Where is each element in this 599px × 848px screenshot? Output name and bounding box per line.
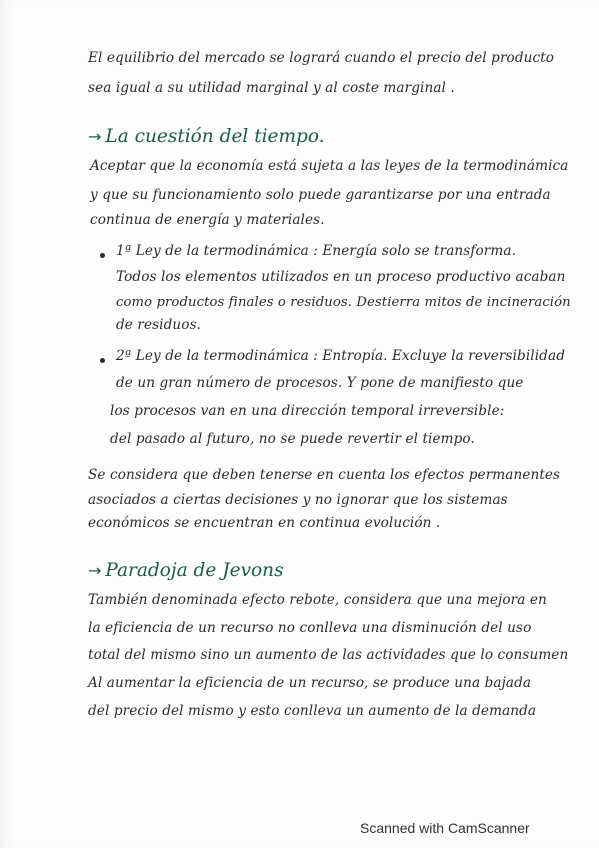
- text-line: sea igual a su utilidad marginal y al coste marginal .: [88, 80, 455, 96]
- text-line: continua de energía y materiales.: [90, 212, 325, 228]
- text-line: y que su funcionamiento solo puede garantizarse por una entrada: [90, 187, 551, 203]
- text-line: 2ª Ley de la termodinámica : Entropía. Excluye la reversibilidad: [116, 348, 565, 364]
- text-line: de un gran número de procesos. Y pone de manifiesto que: [116, 375, 524, 391]
- arrow-icon: →: [88, 561, 102, 580]
- arrow-icon: →: [88, 127, 102, 146]
- text-line: Aceptar que la economía está sujeta a las leyes de la termodinámica: [90, 158, 569, 174]
- text-line: como productos finales o residuos. Destierra mitos de incineración: [116, 295, 571, 310]
- section-heading-text: Paradoja de Jevons: [105, 560, 284, 581]
- text-line: los procesos van en una dirección temporal irreversible:: [110, 403, 505, 419]
- section-heading-jevons: [88, 560, 284, 581]
- text-line: Se considera que deben tenerse en cuenta los efectos permanentes: [88, 467, 561, 483]
- text-line: de residuos.: [116, 317, 202, 333]
- text-line: También denominada efecto rebote, considera que una mejora en: [88, 592, 547, 608]
- text-line: económicos se encuentran en continua evolución .: [88, 515, 441, 531]
- bullet-dot: [100, 358, 105, 363]
- text-line: del precio del mismo y esto conlleva un aumento de la demanda: [88, 703, 537, 719]
- text-line: la eficiencia de un recurso no conlleva una disminución del uso: [88, 620, 532, 636]
- text-line: Al aumentar la eficiencia de un recurso, se produce una bajada: [88, 675, 532, 691]
- text-line: del pasado al futuro, no se puede revertir el tiempo.: [110, 431, 475, 447]
- text-line: 1ª Ley de la termodinámica : Energía solo se transforma.: [116, 243, 516, 259]
- bullet-dot: [100, 253, 105, 258]
- section-heading-text: La cuestión del tiempo.: [105, 126, 325, 147]
- section-heading-tiempo: [88, 126, 325, 147]
- text-line: asociados a ciertas decisiones y no ignorar que los sistemas: [88, 492, 508, 508]
- text-line: total del mismo sino un aumento de las actividades que lo consumen: [88, 647, 569, 663]
- text-line: El equilibrio del mercado se logrará cuando el precio del producto: [88, 50, 555, 66]
- scanner-watermark: Scanned with CamScanner: [360, 820, 530, 836]
- text-line: Todos los elementos utilizados en un proceso productivo acaban: [116, 269, 566, 285]
